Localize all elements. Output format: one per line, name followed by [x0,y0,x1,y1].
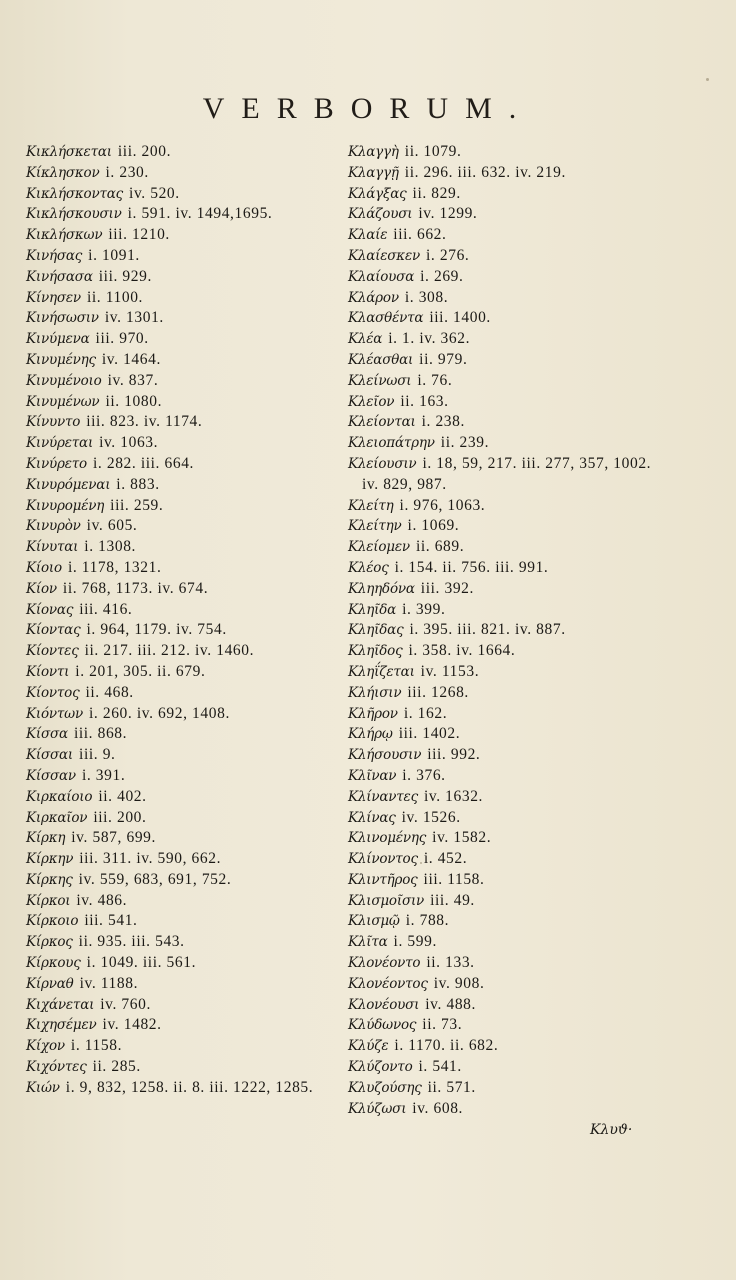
references: iii. 541. [84,912,138,930]
index-entry [26,1036,326,1057]
headword: Κλῆρον [348,705,398,722]
references: i. 883. [116,475,160,493]
index-entry [26,371,326,392]
references: ii. 1079. [404,143,462,160]
references: i. 76. [417,371,453,389]
references: ii. 1080. [105,392,163,410]
index-entry [348,204,660,225]
headword: Κλείτην [348,518,402,535]
index-entry [26,204,326,225]
references: ii. 217. iii. 212. iv. 1460. [84,642,255,660]
index-entry [26,683,326,704]
index-entry [26,433,326,454]
index-entry [348,745,660,766]
index-entry [348,1015,660,1036]
headword: Κλείουσιν [348,455,417,472]
index-entry [26,288,326,309]
headword: Κλαίε [348,227,388,244]
index-entry [26,808,326,829]
references: iv. 605. [86,517,138,535]
references: i. 1. iv. 362. [388,330,471,348]
references: i. 282. iii. 664. [92,454,195,472]
headword: Κιχάνεται [26,996,95,1013]
index-entry [26,350,326,371]
references: ii. 239. [440,434,490,452]
index-entry [26,911,326,932]
references: iii. 311. iv. 590, 662. [79,850,222,868]
index-entry [26,308,326,329]
index-entry [26,724,326,745]
index-entry [348,454,660,496]
index-entry [348,870,660,891]
references: ii. 468. [85,683,134,701]
index-entry [348,1036,660,1057]
headword: Κίνυται [26,539,79,556]
index-entry [26,704,326,725]
headword: Κλάγξας [348,185,407,202]
paper-spot [420,862,422,864]
references: ii. 73. [422,1016,463,1034]
references: iv. 1188. [79,974,139,992]
references: iii. 1210. [108,226,170,244]
references: iii. 823. iv. 1174. [86,413,203,431]
index-entry [348,1057,660,1078]
page-header: VERBORUM. [202,92,534,125]
index-entry [348,828,660,849]
index-entry [348,516,660,537]
index-column-right [348,142,660,1119]
references: i. 452. [423,850,468,868]
headword: Κιών [26,1079,60,1096]
headword: Κιρκαίοιο [26,788,93,805]
index-entry [26,745,326,766]
index-entry [26,995,326,1016]
index-entry [26,766,326,787]
index-entry [348,1099,660,1120]
references: ii. 1100. [86,288,144,306]
index-entry [26,412,326,433]
index-entry [26,225,326,246]
index-entry [26,953,326,974]
headword: Κλαγγὴ [348,144,399,160]
headword: Κιχόντες [26,1059,87,1076]
references: i. 230. [105,163,149,181]
index-entry [26,558,326,579]
headword: Κίρκος [26,934,73,951]
references: i. 599. [393,933,437,951]
headword: Κλείονται [348,414,416,431]
headword: Κίρκοι [26,892,71,909]
references: iv. 1482. [102,1016,162,1034]
headword: Κλείτη [348,497,394,514]
index-entry [26,537,326,558]
references: i. 308. [404,288,449,306]
references: i. 591. iv. 1494,1695. [127,205,273,223]
index-entry [26,662,326,683]
references: iv. 908. [433,974,485,992]
headword: Κλύδωνος [348,1017,417,1034]
references: i. 18, 59, 217. iii. 277, 357, 1002. iv. 829, 987. [362,454,652,493]
references: iii. 416. [79,600,133,618]
headword: Κλήσουσιν [348,747,422,764]
index-entry [348,433,660,454]
index-entry [348,995,660,1016]
headword: Κινυρὸν [26,518,81,535]
headword: Κίρναθ [26,975,74,992]
index-entry [348,600,660,621]
headword: Κληῖδος [348,643,403,660]
references: i. 1049. iii. 561. [86,954,197,972]
headword: Κίοντι [26,663,70,680]
headword: Κινυρόμεναι [26,476,111,493]
index-entry [348,620,660,641]
headword: Κληΐζεται [348,663,415,680]
references: iv. 486. [76,891,128,909]
index-entry [26,579,326,600]
index-entry [26,516,326,537]
references: i. 976, 1063. [399,496,486,514]
references: i. 1069. [407,517,460,535]
index-entry [26,454,326,475]
references: iv. 520. [129,184,180,202]
references: iii. 992. [427,746,481,764]
references: i. 1158. [70,1037,123,1055]
headword: Κίνυντο [26,414,81,431]
references: iv. 1153. [420,662,480,680]
index-entry [348,724,660,745]
references: iv. 837. [107,371,159,389]
index-entry [26,787,326,808]
index-entry [26,163,326,184]
index-entry [348,808,660,829]
references: iii. 1158. [423,870,485,888]
headword: Κίνησεν [26,289,81,306]
index-entry [348,350,660,371]
index-entry [348,496,660,517]
references: iii. 1268. [407,683,469,701]
headword: Κίσσαν [26,767,76,784]
references: iii. 9. [79,746,116,764]
headword: Κινύρετο [26,455,87,472]
references: iii. 970. [95,330,149,348]
index-entry [348,641,660,662]
index-entry [348,911,660,932]
index-entry [26,1015,326,1036]
index-entry [26,475,326,496]
references: iv. 488. [425,995,476,1013]
headword: Κινυμένοιο [26,372,102,389]
headword: Κλονέοντο [348,955,421,972]
index-entry [348,142,660,163]
headword: Κλύζωσι [348,1100,407,1117]
headword: Κλήρῳ [348,726,393,743]
headword: Κλυζούσης [348,1079,422,1096]
headword: Κλήισιν [348,684,402,701]
references: i. 395. iii. 821. iv. 887. [409,621,566,639]
index-entry [348,329,660,350]
index-entry [348,225,660,246]
headword: Κλάζουσι [348,206,413,223]
headword: Κλείομεν [348,539,410,556]
headword: Κινήσωσιν [26,310,99,327]
headword: Κλύζε [348,1038,389,1055]
headword: Κλονέοντος [348,975,428,992]
headword: Κίοντες [26,643,79,660]
headword: Κίοντος [26,684,80,701]
index-entry [348,371,660,392]
index-entry [348,412,660,433]
headword: Κίρκης [26,871,73,888]
index-entry [26,267,326,288]
references: iii. 259. [110,496,164,514]
index-column-left [26,142,326,1099]
headword: Κικλήσκοντας [26,185,124,202]
headword: Κλισμοῖσιν [348,892,425,909]
headword: Κλίνας [348,809,396,826]
headword: Κλισμῷ [348,913,400,930]
references: ii. 402. [98,787,147,805]
headword: Κίσσαι [26,747,74,764]
references: i. 788. [405,912,450,930]
paper-spot [706,78,709,81]
index-entry [26,974,326,995]
references: iv. 1464. [101,350,161,368]
headword: Κίσσα [26,726,68,743]
headword: Κληηδόνα [348,580,415,597]
references: i. 358. iv. 1664. [408,642,516,660]
headword: Κλινομένης [348,830,427,847]
headword: Κληῖδα [348,601,397,618]
headword: Κλαίεσκεν [348,247,421,264]
references: iv. 1526. [401,808,461,826]
index-entry [348,246,660,267]
index-entry [348,683,660,704]
headword: Κλίνοντος [348,851,418,868]
headword: Κινυμένων [26,393,100,410]
headword: Κλαγγῇ [348,164,399,181]
index-entry [348,787,660,808]
references: i. 9, 832, 1258. ii. 8. iii. 1222, 1285. [65,1078,314,1096]
headword: Κινύρεται [26,435,94,452]
references: i. 162. [403,704,448,722]
references: iii. 1402. [398,725,461,743]
index-entry [26,600,326,621]
headword: Κικλήσκων [26,227,103,244]
references: iv. 1582. [432,829,492,847]
index-entry [26,932,326,953]
headword: Κληῖδας [348,622,404,639]
references: iv. 1632. [423,787,484,805]
headword: Κλασθέντα [348,310,424,327]
headword: Κλείνωσι [348,372,412,389]
headword: Κινήσας [26,247,83,264]
index-entry [26,496,326,517]
index-entry [26,849,326,870]
index-entry [26,620,326,641]
headword: Κίρκη [26,830,66,847]
references: iii. 200. [93,808,147,826]
headword: Κλαίουσα [348,268,415,285]
references: ii. 163. [400,392,449,410]
references: iv. 1301. [104,309,164,327]
index-entry [348,163,660,184]
references: iv. 587, 699. [71,829,156,847]
index-entry [348,392,660,413]
index-entry [26,329,326,350]
headword: Κλάρον [348,289,399,306]
headword: Κίρκην [26,851,74,868]
headword: Κινυμένης [26,351,96,368]
index-entry [348,184,660,205]
headword: Κίοντας [26,622,81,639]
references: i. 154. ii. 756. iii. 991. [394,558,549,576]
index-entry [348,766,660,787]
index-entry [348,932,660,953]
headword: Κίονας [26,601,74,618]
references: iii. 1400. [429,309,491,327]
headword: Κλειοπάτρην [348,435,435,452]
index-entry [348,308,660,329]
headword: Κίρκους [26,955,81,972]
index-entry [26,142,326,163]
headword: Κίοιο [26,559,62,576]
references: iv. 1299. [418,205,478,223]
references: iv. 608. [412,1099,464,1117]
headword: Κίρκοιο [26,913,79,930]
index-entry [348,558,660,579]
references: iii. 392. [420,579,474,597]
references: i. 276. [426,246,470,264]
headword: Κικλήσκεται [26,144,112,160]
references: ii. 768, 1173. iv. 674. [62,579,209,597]
headword: Κλῖναν [348,767,397,784]
index-entry [26,891,326,912]
index-entry [26,828,326,849]
headword: Κλονέουσι [348,996,420,1013]
references: i. 391. [81,766,126,784]
references: iii. 200. [117,143,172,160]
references: ii. 285. [92,1058,141,1076]
references: i. 1178, 1321. [67,558,162,576]
headword: Κλέος [348,559,389,576]
index-entry [348,891,660,912]
references: i. 376. [402,766,446,784]
headword: Κίον [26,580,57,597]
references: iv. 559, 683, 691, 752. [78,870,232,888]
index-entry [26,641,326,662]
headword: Κλεῖον [348,393,395,410]
references: iii. 49. [430,891,475,909]
headword: Κλέασθαι [348,351,414,368]
references: iii. 929. [98,267,152,285]
headword: Κιχησέμεν [26,1017,97,1034]
catchword: Κλυϑ· [590,1122,633,1138]
headword: Κλίναντες [348,788,418,805]
headword: Κλέα [348,331,383,348]
index-entry [348,662,660,683]
index-entry [348,579,660,600]
index-entry [26,184,326,205]
index-entry [26,1057,326,1078]
references: ii. 571. [427,1078,476,1096]
references: i. 964, 1179. iv. 754. [86,621,227,639]
references: i. 541. [418,1058,462,1076]
headword: Κλῖτα [348,934,388,951]
index-entry [26,1078,326,1099]
references: ii. 829. [412,184,461,202]
headword: Κλιντῆρος [348,871,418,888]
headword: Κίκλησκον [26,164,100,181]
index-entry [348,704,660,725]
references: ii. 133. [426,954,475,972]
index-entry [26,246,326,267]
references: i. 399. [402,600,446,618]
index-entry [348,1078,660,1099]
index-entry [26,392,326,413]
references: i. 1308. [84,538,137,556]
references: i. 269. [420,267,464,285]
index-entry [26,870,326,891]
references: iv. 760. [100,995,151,1013]
index-entry [348,849,660,870]
headword: Κικλήσκουσιν [26,206,122,223]
headword: Κιόντων [26,705,83,722]
headword: Κλύζοντο [348,1059,413,1076]
index-entry [348,974,660,995]
references: ii. 979. [419,350,468,368]
references: ii. 935. iii. 543. [78,933,185,951]
headword: Κινυρομένη [26,497,105,514]
references: i. 1091. [88,246,140,264]
references: iii. 868. [73,725,128,743]
references: i. 238. [421,413,465,431]
headword: Κινύμενα [26,331,90,348]
references: ii. 296. iii. 632. iv. 219. [404,163,566,181]
headword: Κινήσασα [26,268,93,285]
index-entry [348,288,660,309]
headword: Κίχον [26,1038,65,1055]
references: ii. 689. [415,538,465,556]
index-entry [348,953,660,974]
index-entry [348,267,660,288]
headword: Κιρκαῖον [26,809,88,826]
references: i. 260. iv. 692, 1408. [89,704,230,722]
references: iv. 1063. [99,434,159,452]
references: i. 1170. ii. 682. [394,1037,499,1055]
references: iii. 662. [393,226,447,244]
index-entry [348,537,660,558]
references: i. 201, 305. ii. 679. [75,662,206,680]
